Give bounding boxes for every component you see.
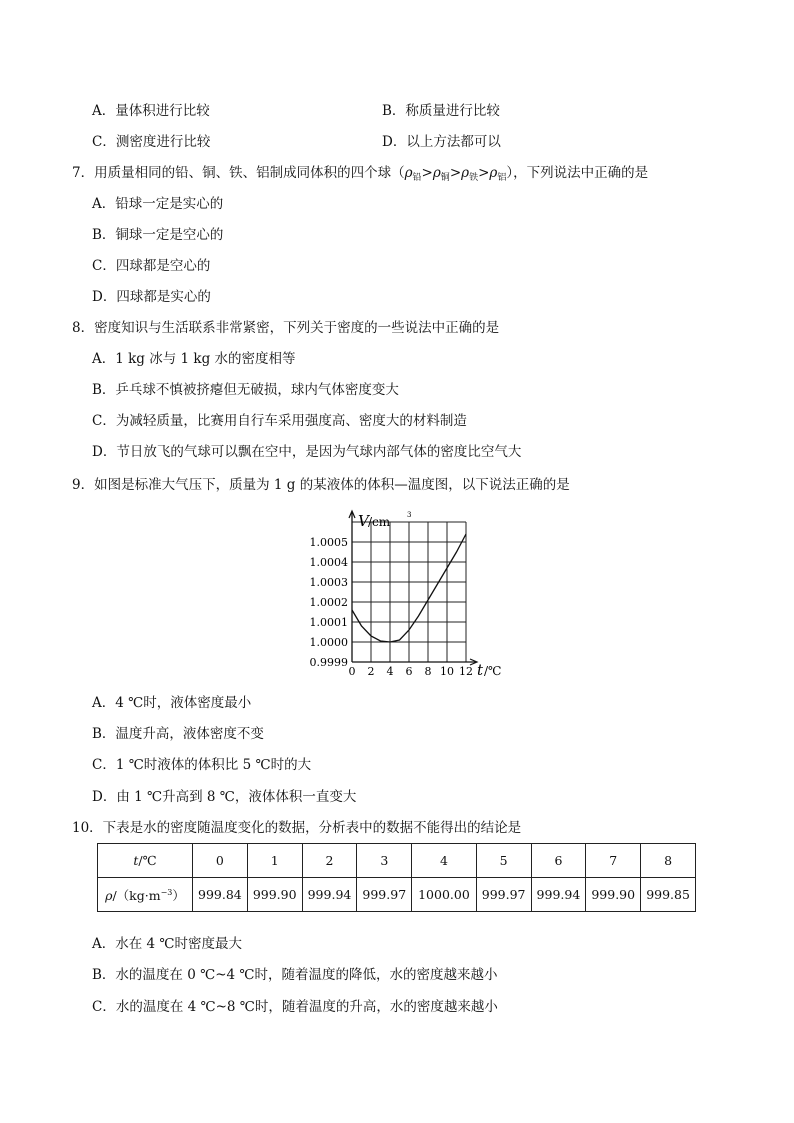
y-tick-label: 1.0002 [309, 596, 348, 609]
q6-option-d: D．以上方法都可以 [382, 134, 501, 150]
density-unit-exp: −3 [160, 887, 173, 897]
table-cell: 2 [302, 844, 357, 878]
y-tick-label: 1.0003 [309, 576, 348, 589]
table-cell: 4 [412, 844, 477, 878]
table-row-density [98, 878, 696, 912]
x-tick-label: 8 [424, 665, 432, 678]
rho-symbol: ρ [432, 165, 441, 181]
gt-sign: > [449, 165, 462, 181]
y-tick-label: 1.0005 [309, 536, 348, 549]
sub-copper: 铜 [440, 173, 450, 183]
table-cell: 3 [357, 844, 412, 878]
sub-iron: 铁 [469, 173, 479, 183]
volume-temperature-chart [300, 508, 540, 686]
q7-option-c: C．四球都是空心的 [92, 258, 211, 274]
table-row-temperature [98, 844, 696, 878]
table-cell: 6 [531, 844, 586, 878]
q6-option-a: A．量体积进行比较 [92, 103, 210, 119]
y-axis-label-var: V [358, 512, 369, 530]
table-cell: 999.94 [531, 878, 586, 912]
table-cell: 7 [586, 844, 641, 878]
table-cell: 999.90 [247, 878, 302, 912]
density-var: ρ [105, 887, 113, 903]
table-cell: 8 [641, 844, 696, 878]
table-cell: 5 [476, 844, 531, 878]
q7-stem-part-a: 7．用质量相同的铅、铜、铁、铝制成同体积的四个球（ [72, 165, 405, 181]
q7-option-b: B．铜球一定是空心的 [92, 227, 224, 243]
q10-option-b: B．水的温度在 0 ℃~4 ℃时，随着温度的降低，水的密度越来越小 [92, 967, 498, 983]
x-tick-label: 12 [459, 665, 473, 678]
table-cell: 1000.00 [412, 878, 477, 912]
q7-option-d: D．四球都是实心的 [92, 289, 211, 305]
q8-option-b: B．乒乓球不慎被挤瘪但无破损，球内气体密度变大 [92, 382, 399, 398]
q8-option-a: A．1 kg 冰与 1 kg 水的密度相等 [92, 351, 296, 367]
x-tick-label: 2 [367, 665, 375, 678]
x-tick-label: 10 [440, 665, 454, 678]
q6-option-b: B．称质量进行比较 [382, 103, 500, 119]
table-cell: 1 [247, 844, 302, 878]
q8-stem: 8．密度知识与生活联系非常紧密，下列关于密度的一些说法中正确的是 [72, 320, 500, 336]
y-tick-label: 1.0004 [309, 556, 348, 569]
x-tick-labels [349, 665, 474, 678]
sub-aluminum: 铝 [497, 173, 507, 183]
row-header-density [98, 878, 193, 912]
x-tick-label: 6 [405, 665, 413, 678]
q10-option-a: A．水在 4 ℃时密度最大 [92, 936, 243, 952]
q9-stem: 9．如图是标准大气压下，质量为 1 g 的某液体的体积—温度图，以下说法正确的是 [72, 477, 570, 493]
temp-unit: /℃ [138, 853, 157, 868]
q8-option-c: C．为减轻质量，比赛用自行车采用强度高、密度大的材料制造 [92, 413, 467, 429]
density-table [97, 843, 696, 912]
q10-stem: 10．下表是水的密度随温度变化的数据，分析表中的数据不能得出的结论是 [72, 820, 522, 836]
rho-symbol: ρ [489, 165, 498, 181]
q9-option-d: D．由 1 ℃升高到 8 ℃，液体体积一直变大 [92, 789, 357, 805]
rho-symbol: ρ [461, 165, 470, 181]
table-cell: 999.84 [193, 878, 248, 912]
table-cell: 999.94 [302, 878, 357, 912]
table-cell: 999.97 [476, 878, 531, 912]
row-header-temperature [98, 844, 193, 878]
x-axis-label-var: t [477, 661, 484, 679]
gt-sign: > [421, 165, 433, 181]
y-tick-label: 0.9999 [309, 656, 348, 669]
y-tick-labels [310, 536, 349, 669]
q9-option-c: C．1 ℃时液体的体积比 5 ℃时的大 [92, 757, 312, 773]
temp-var: t [133, 853, 139, 868]
x-tick-label: 4 [386, 665, 394, 678]
x-tick-label: 0 [348, 665, 356, 678]
y-tick-label: 1.0000 [309, 636, 348, 649]
table-cell: 999.97 [357, 878, 412, 912]
q9-option-b: B．温度升高，液体密度不变 [92, 726, 264, 742]
y-axis-label-exp: 3 [407, 511, 412, 519]
chart-grid [352, 522, 466, 662]
y-tick-label: 1.0001 [309, 616, 348, 629]
q9-option-a: A．4 ℃时，液体密度最小 [92, 695, 252, 711]
table-cell: 999.90 [586, 878, 641, 912]
q7-stem [72, 164, 648, 187]
q6-option-c: C．测密度进行比较 [92, 134, 211, 150]
q8-option-d: D．节日放飞的气球可以飘在空中，是因为气球内部气体的密度比空气大 [92, 444, 522, 460]
table-cell: 999.85 [641, 878, 696, 912]
gt-sign: > [478, 165, 490, 181]
q7-stem-part-b: ），下列说法中正确的是 [506, 165, 649, 181]
q10-option-c: C．水的温度在 4 ℃~8 ℃时，随着温度的升高，水的密度越来越小 [92, 999, 498, 1015]
table-cell: 0 [193, 844, 248, 878]
sub-lead: 铅 [412, 173, 422, 183]
y-axis-label-unit: /cm [368, 515, 391, 529]
rho-symbol: ρ [404, 165, 413, 181]
density-unit-close: ） [172, 887, 185, 903]
x-axis-label-unit: /℃ [484, 664, 502, 678]
density-unit: /（kg·m [112, 887, 161, 903]
q7-option-a: A．铅球一定是实心的 [92, 196, 224, 212]
